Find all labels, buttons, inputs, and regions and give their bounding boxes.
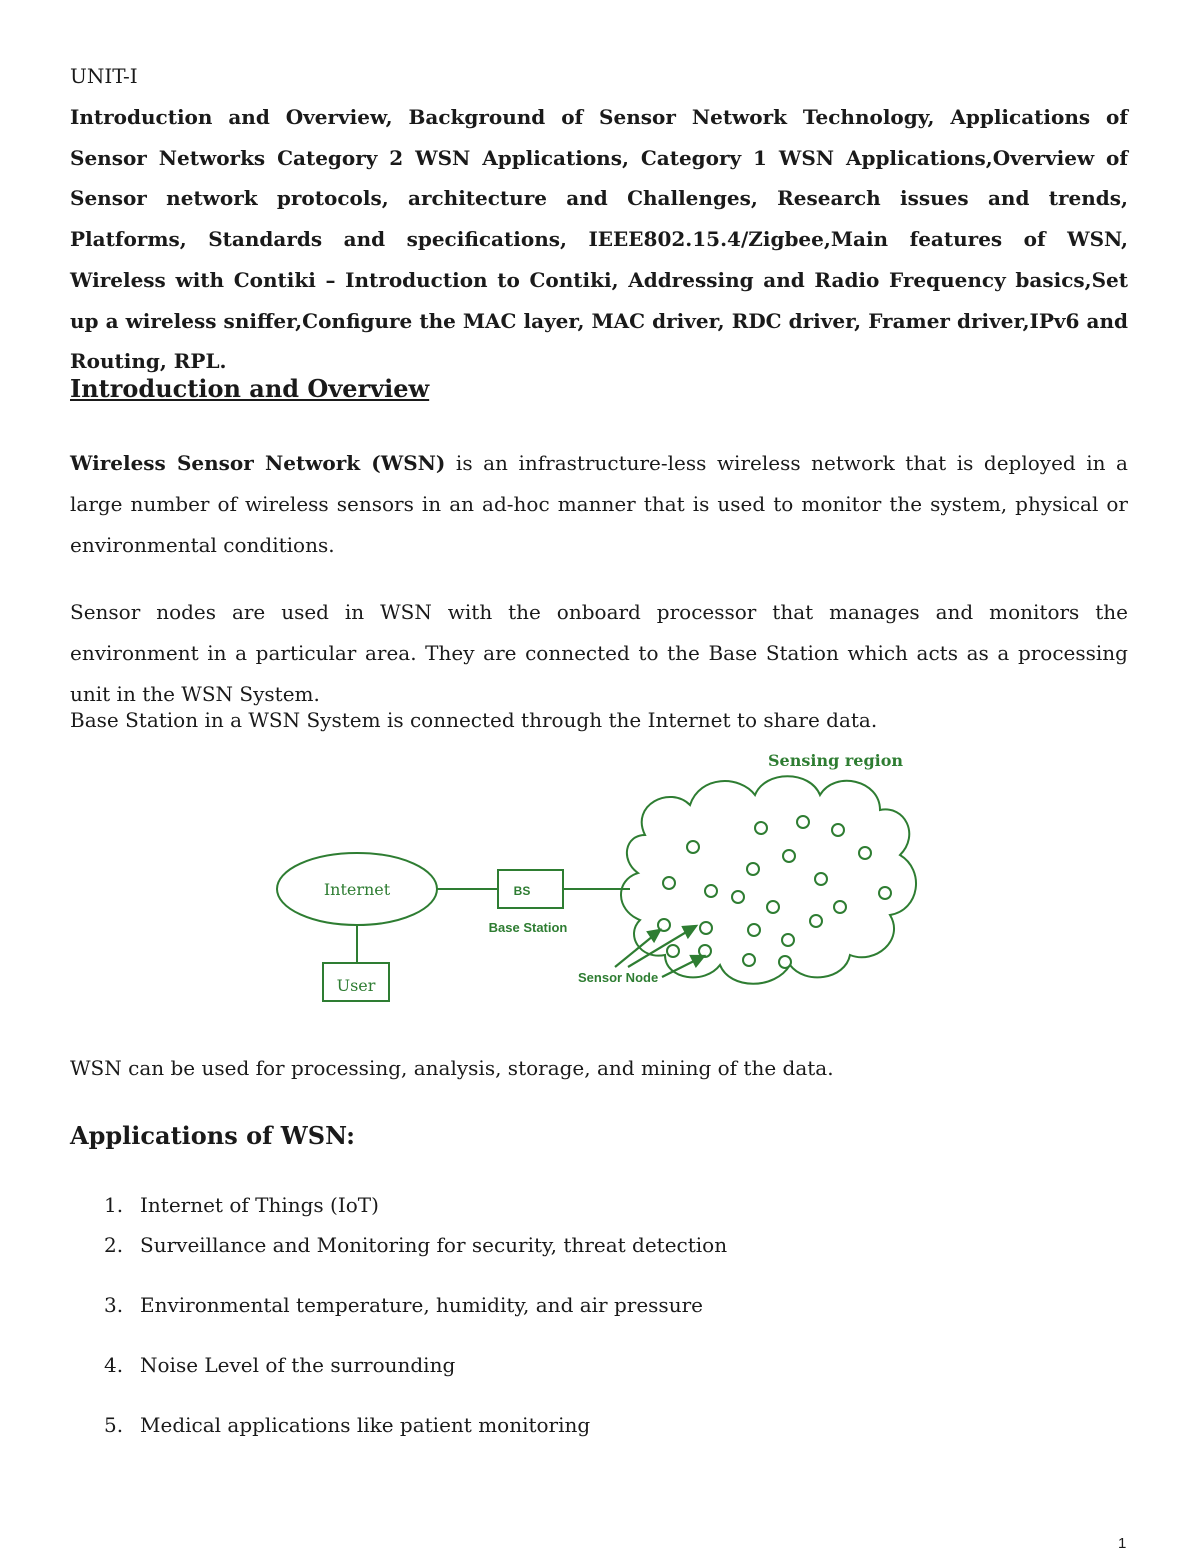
base-station-paragraph: Base Station in a WSN System is connected through the Internet to share data. [70, 708, 878, 732]
wsn-definition-paragraph [70, 443, 1128, 566]
base-station-box [498, 870, 563, 908]
list-item [104, 1353, 455, 1377]
list-number: 4. [104, 1353, 124, 1377]
section-heading-introduction: Introduction and Overview [70, 374, 430, 403]
wsn-term: Wireless Sensor Network (WSN) [70, 451, 446, 475]
list-number: 5. [104, 1413, 124, 1437]
list-item [104, 1293, 703, 1317]
list-text: Environmental temperature, humidity, and air pressure [140, 1293, 703, 1317]
user-label: User [336, 976, 376, 995]
page-number: 1 [1118, 1535, 1127, 1552]
sensor-node [832, 824, 844, 836]
sensor-node-label: Sensor Node [578, 970, 659, 985]
list-text: Noise Level of the surrounding [140, 1353, 456, 1377]
sensor-arrow-head [683, 926, 696, 937]
sensor-node [663, 877, 675, 889]
list-text: Surveillance and Monitoring for security, threat detection [140, 1233, 728, 1257]
list-item [104, 1413, 590, 1437]
sensor-arrow-head [691, 956, 704, 966]
sensor-node [783, 850, 795, 862]
list-number: 1. [104, 1193, 124, 1217]
sensor-node [732, 891, 744, 903]
sensor-node [748, 924, 760, 936]
wsn-definition-text: is an infrastructure-less wireless network that is deployed in a large number of wireless sensors in an ad-hoc manner that is used to monitor the system, physical or environmental conditions. [70, 451, 1128, 557]
list-text: Medical applications like patient monitoring [140, 1413, 591, 1437]
sensor-node [797, 816, 809, 828]
list-item [104, 1233, 727, 1257]
sensor-node [779, 956, 791, 968]
base-station-label: Base Station [488, 920, 568, 935]
sensor-node [743, 954, 755, 966]
sensor-node [815, 873, 827, 885]
unit-label: UNIT-I [70, 64, 138, 88]
bs-label: BS [513, 884, 531, 898]
sensor-node [705, 885, 717, 897]
list-number: 3. [104, 1293, 124, 1317]
section-heading-applications: Applications of WSN: [70, 1121, 356, 1150]
list-item [104, 1193, 379, 1217]
internet-label: Internet [323, 880, 391, 899]
sensor-nodes-paragraph: Sensor nodes are used in WSN with the onboard processor that manages and monitors the environment in a particular area. They are connected to the Base Station which acts as a processing unit in the WSN System. [70, 600, 1128, 706]
list-number: 2. [104, 1233, 124, 1257]
syllabus-topics: Introduction and Overview, Background of Sensor Network Technology, Applications of Sensor Networks Category 2 WSN Applications, Category 1 WSN Applications,Overview of Sensor network protocols, architecture and Challenges, Research issues and trends, Platforms, Standards and specifications, IEEE802.15.4/Zigbee,Main features of WSN, Wireless with Contiki – Introduction to Contiki, Addressing and Radio Frequency basics,Set up a wireless sniffer,Configure the MAC layer, MAC driver, RDC driver, Framer driver,IPv6 and Routing, RPL. [70, 105, 1128, 374]
sensor-node [755, 822, 767, 834]
sensing-region-cloud [621, 776, 916, 984]
sensor-node [700, 922, 712, 934]
data-uses-paragraph: WSN can be used for processing, analysis, storage, and mining of the data. [70, 1056, 834, 1080]
sensor-node [767, 901, 779, 913]
sensor-node [810, 915, 822, 927]
sensor-node [859, 847, 871, 859]
sensing-region-label: Sensing region [768, 751, 904, 770]
sensor-node [879, 887, 891, 899]
sensor-node [687, 841, 699, 853]
sensor-node [782, 934, 794, 946]
sensor-node [834, 901, 846, 913]
wsn-architecture-diagram [260, 745, 940, 1015]
sensor-node [747, 863, 759, 875]
sensor-node [667, 945, 679, 957]
list-text: Internet of Things (IoT) [140, 1193, 379, 1217]
